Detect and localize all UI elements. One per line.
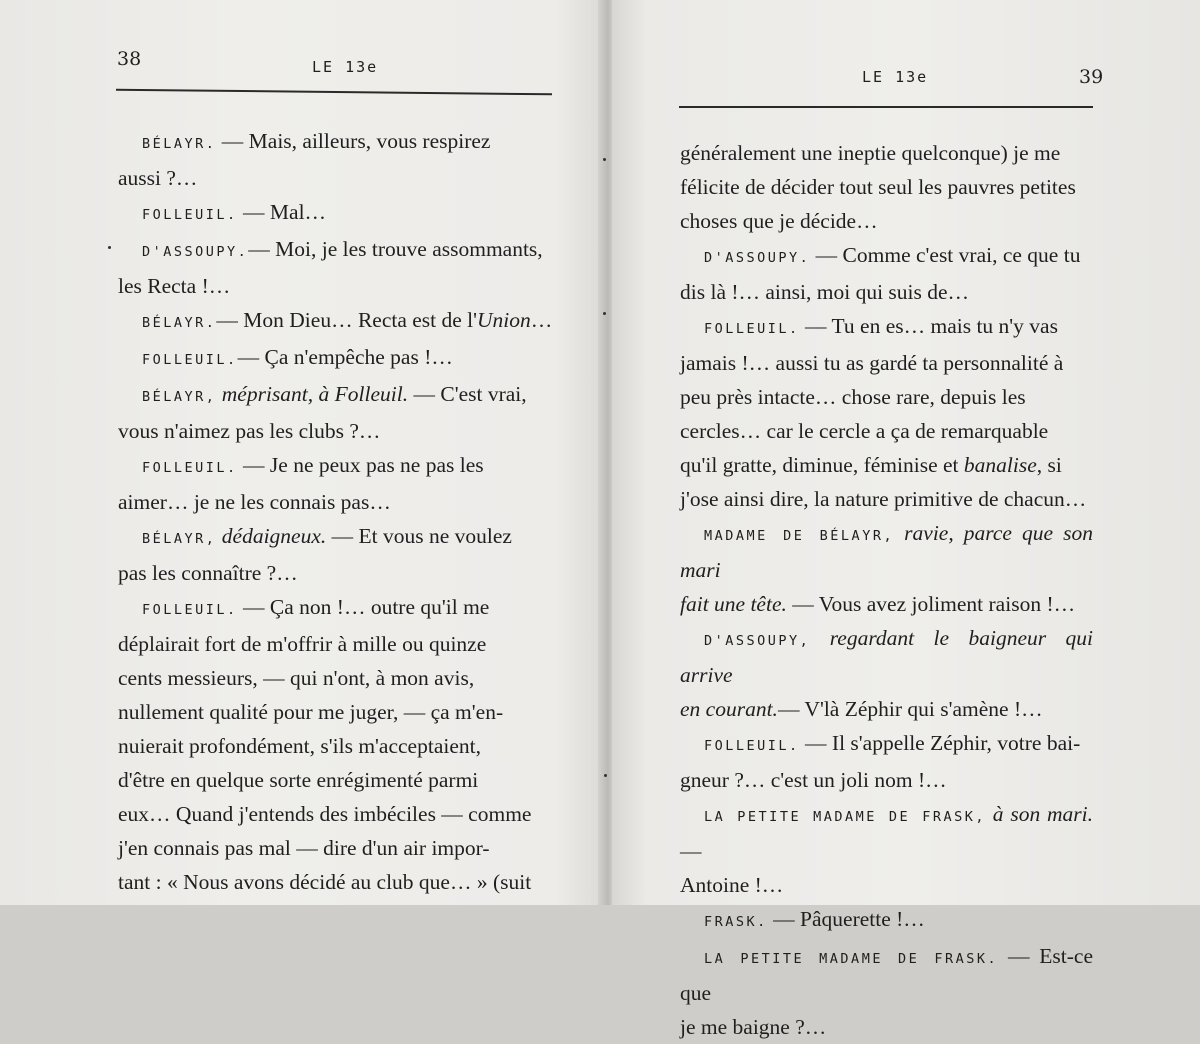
speaker-name: FOLLEUIL. [704, 738, 800, 754]
binding-thread-mark [604, 774, 607, 777]
speaker-name: BÉLAYR, [142, 389, 217, 405]
text-line [118, 627, 559, 661]
dialogue-text: dis là !… ainsi, moi qui suis de… [680, 280, 970, 304]
text-line [118, 303, 559, 340]
text-line [118, 831, 559, 865]
text-line [680, 587, 1093, 621]
text-line [680, 516, 1093, 587]
dialogue-text [810, 626, 829, 650]
stage-direction: méprisant, à Folleuil. [221, 382, 409, 406]
left-page-number: 38 [117, 48, 142, 70]
dialogue-text: — Il s'appelle Zéphir, votre bai- [799, 731, 1081, 755]
text-line [680, 204, 1093, 238]
dialogue-text: — Ça non !… outre qu'il me [237, 595, 490, 619]
dialogue-text: — Comme c'est vrai, ce que tu [810, 243, 1081, 267]
dialogue-text: peu près intacte… chose rare, depuis les [680, 385, 1026, 409]
binding-thread-mark [603, 312, 606, 315]
dialogue-text: Antoine !… [680, 873, 784, 897]
text-line [118, 590, 559, 627]
text-line [680, 868, 1093, 902]
dialogue-text: déplairait fort de m'offrir à mille ou quinze [118, 632, 487, 656]
text-line [118, 414, 559, 448]
speaker-name: LA PETITE MADAME DE FRASK. [704, 951, 999, 967]
dialogue-text: généralement une ineptie quelconque) je me [680, 141, 1061, 165]
text-line [680, 692, 1093, 726]
text-line [118, 763, 559, 797]
speaker-name: BÉLAYR. [142, 136, 217, 152]
text-line [680, 448, 1093, 482]
dialogue-text [894, 521, 904, 545]
dialogue-text: cercles… car le cercle a ça de remarquable [680, 419, 1049, 443]
text-line [118, 195, 559, 232]
dialogue-text: félicite de décider tout seul les pauvres petites [680, 175, 1076, 199]
text-line [680, 726, 1093, 763]
speaker-name: MADAME DE BÉLAYR, [704, 528, 895, 544]
dialogue-text: … [530, 308, 553, 332]
dialogue-text: — Est-ce que [680, 944, 1093, 1005]
dialogue-text: , si [1036, 453, 1062, 477]
text-line [680, 136, 1093, 170]
speaker-name: FOLLEUIL. [142, 352, 238, 368]
dialogue-text: choses que je décide… [680, 209, 878, 233]
dialogue-text: — Vous avez joliment raison !… [786, 592, 1076, 616]
dialogue-text: — Mon Dieu… Recta est de l' [216, 308, 478, 332]
stage-direction: à son mari. [992, 802, 1093, 826]
dialogue-text: — [680, 839, 702, 863]
text-line [680, 902, 1093, 939]
right-page-number: 39 [1079, 66, 1104, 88]
speaker-name: FOLLEUIL. [704, 321, 800, 337]
dialogue-text: qu'il gratte, diminue, féminise et [680, 453, 964, 477]
text-line [118, 485, 559, 519]
text-line [118, 340, 559, 377]
speaker-name: FOLLEUIL. [142, 602, 238, 618]
right-running-head: LE 13e [862, 68, 929, 86]
dialogue-text: — Ça n'empêche pas !… [237, 345, 453, 369]
text-line [118, 124, 559, 161]
dialogue-text: tant : « Nous avons décidé au club que… » (suit [118, 870, 532, 894]
stage-direction: banalise [963, 453, 1037, 477]
binding-thread-mark [603, 158, 606, 161]
text-line [118, 448, 559, 485]
text-line [118, 661, 559, 695]
speaker-name: D'ASSOUPY, [704, 633, 811, 649]
speaker-name: FOLLEUIL. [142, 207, 238, 223]
text-line [118, 519, 559, 556]
dialogue-text: je me baigne ?… [680, 1015, 827, 1039]
text-line [118, 797, 559, 831]
left-page [0, 0, 604, 905]
text-line [680, 346, 1093, 380]
stage-direction: regardant le baigneur qui arrive [680, 626, 1093, 687]
text-line [680, 414, 1093, 448]
text-line [118, 729, 559, 763]
stage-direction: ravie, parce que son mari [680, 521, 1093, 582]
paper-speck [108, 246, 111, 249]
text-line [680, 275, 1093, 309]
text-line [680, 1010, 1093, 1044]
stage-direction: Union [477, 308, 531, 332]
dialogue-text: — Mal… [237, 200, 327, 224]
dialogue-text: — Tu en es… mais tu n'y vas [799, 314, 1058, 338]
text-line [680, 170, 1093, 204]
dialogue-text: pas les connaître ?… [118, 561, 298, 585]
speaker-name: FRASK. [704, 914, 768, 930]
text-line [118, 695, 559, 729]
text-line [680, 380, 1093, 414]
dialogue-text: aimer… je ne les connais pas… [118, 490, 391, 514]
dialogue-text [986, 802, 993, 826]
speaker-name: BÉLAYR. [142, 315, 217, 331]
speaker-name: D'ASSOUPY. [142, 244, 249, 260]
text-line [680, 238, 1093, 275]
text-line [118, 865, 559, 899]
dialogue-text: aussi ?… [118, 166, 198, 190]
dialogue-text: gneur ?… c'est un joli nom !… [680, 768, 947, 792]
dialogue-text: — Et vous ne voulez [326, 524, 512, 548]
dialogue-text: jamais !… aussi tu as gardé ta personnalité à [680, 351, 1064, 375]
text-line [680, 621, 1093, 692]
text-line [118, 556, 559, 590]
right-header-rule [679, 106, 1093, 108]
dialogue-text: — C'est vrai, [408, 382, 527, 406]
speaker-name: D'ASSOUPY. [704, 250, 811, 266]
dialogue-text: j'ose ainsi dire, la nature primitive de chacun… [680, 487, 1087, 511]
text-line [680, 309, 1093, 346]
speaker-name: BÉLAYR, [142, 531, 217, 547]
dialogue-text: d'être en quelque sorte enrégimenté parmi [118, 768, 479, 792]
stage-direction: dédaigneux. [221, 524, 327, 548]
speaker-name: LA PETITE MADAME DE FRASK, [704, 809, 986, 825]
text-line [118, 232, 559, 269]
dialogue-text: nuierait profondément, s'ils m'acceptaient, [118, 734, 481, 758]
text-line [118, 269, 559, 303]
text-line [680, 763, 1093, 797]
dialogue-text: eux… Quand j'entends des imbéciles — comme [118, 802, 532, 826]
text-line [118, 161, 559, 195]
dialogue-text: — Pâquerette !… [767, 907, 925, 931]
left-header-rule [116, 89, 552, 96]
dialogue-text: — V'là Zéphir qui s'amène !… [777, 697, 1043, 721]
stage-direction: en courant. [680, 697, 778, 721]
left-running-head: LE 13e [312, 58, 379, 76]
dialogue-text: nullement qualité pour me juger, — ça m'en- [118, 700, 504, 724]
right-page-body [680, 136, 1093, 1044]
text-line [680, 939, 1093, 1010]
dialogue-text: vous n'aimez pas les clubs ?… [118, 419, 381, 443]
right-page [612, 0, 1200, 1039]
text-line [118, 377, 559, 414]
dialogue-text: — Je ne peux pas ne pas les [237, 453, 484, 477]
left-page-body [118, 124, 559, 899]
dialogue-text: — Mais, ailleurs, vous respirez [216, 129, 491, 153]
dialogue-text: les Recta !… [118, 274, 231, 298]
text-line [680, 797, 1093, 868]
text-line [680, 482, 1093, 516]
dialogue-text: j'en connais pas mal — dire d'un air impor- [118, 836, 490, 860]
dialogue-text: cents messieurs, — qui n'ont, à mon avis, [118, 666, 475, 690]
dialogue-text: — Moi, je les trouve assommants, [248, 237, 543, 261]
speaker-name: FOLLEUIL. [142, 460, 238, 476]
stage-direction: fait une tête. [680, 592, 787, 616]
